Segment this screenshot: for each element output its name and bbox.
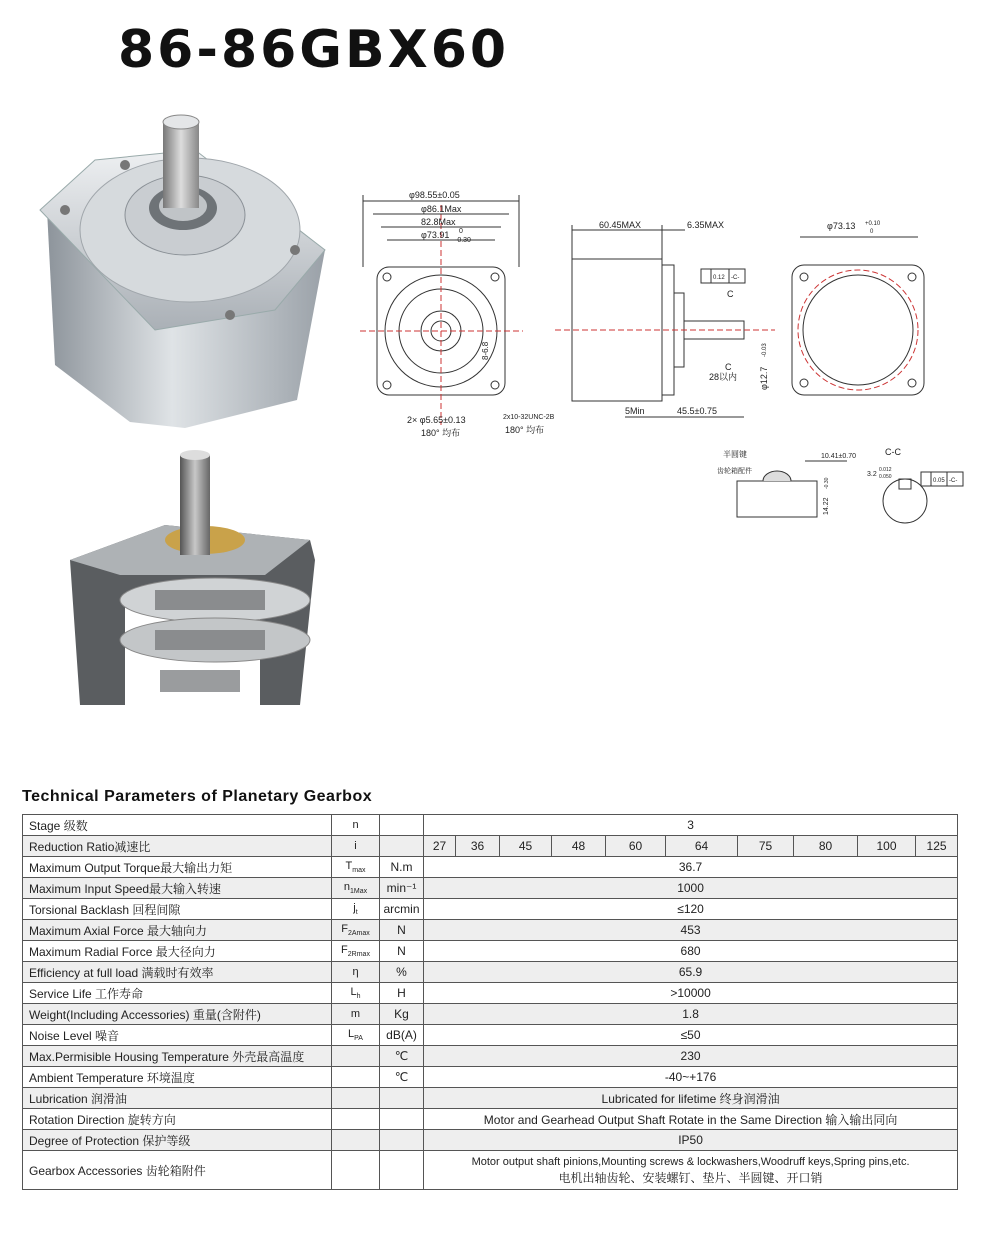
- cc-dim: 3.2: [867, 471, 877, 478]
- symbol-subscript: 2Amax: [347, 930, 370, 938]
- table-row: [23, 941, 958, 962]
- accessories-en: Motor output shaft pinions,Mounting screws & lockwashers,Woodruff keys,Spring pins,etc.: [471, 1155, 910, 1168]
- symbol-subscript: 1Max: [350, 888, 368, 896]
- table-row: [23, 1109, 958, 1130]
- ratio-cell: 64: [666, 836, 738, 857]
- param-symbol: [332, 1088, 380, 1109]
- param-unit: H: [380, 983, 424, 1004]
- dim-front-3: 82.8Max: [421, 217, 456, 227]
- dim-side-1: 60.45MAX: [599, 220, 642, 230]
- param-symbol: [332, 962, 380, 983]
- table-row: [23, 815, 958, 836]
- param-unit: Kg: [380, 1004, 424, 1025]
- param-value: IP50: [424, 1130, 958, 1151]
- ratio-cell: 36: [456, 836, 500, 857]
- param-symbol: [332, 1151, 380, 1190]
- param-name: Lubrication 润滑油: [23, 1088, 332, 1109]
- ratio-cell: 60: [606, 836, 666, 857]
- symbol-text: L: [350, 985, 357, 998]
- param-symbol: [332, 878, 380, 899]
- symbol-subscript: 2Rmax: [347, 951, 370, 959]
- param-name: Maximum Axial Force 最大轴向力: [23, 920, 332, 941]
- param-symbol: [332, 983, 380, 1004]
- ratio-cell: 125: [916, 836, 958, 857]
- param-value: 230: [424, 1046, 958, 1067]
- tol-box-1-datum: -C-: [731, 275, 740, 281]
- param-symbol: [332, 1025, 380, 1046]
- cc-dim-tol-up: 0.012: [879, 467, 892, 473]
- param-symbol: [332, 815, 380, 836]
- param-unit: arcmin: [380, 899, 424, 920]
- param-name: Maximum Radial Force 最大径向力: [23, 941, 332, 962]
- key-label-2: 齿轮箱配件: [717, 468, 752, 475]
- dim-front-4-tol-low: -0.30: [455, 237, 471, 244]
- param-unit: [380, 815, 424, 836]
- param-name: Reduction Ratio减速比: [23, 836, 332, 857]
- symbol-subscript: PA: [354, 1035, 363, 1043]
- dim-holes-right: 2x10-32UNC-2B: [503, 414, 555, 421]
- param-name: Rotation Direction 旋转方向: [23, 1109, 332, 1130]
- symbol-text: F: [341, 922, 348, 935]
- dim-back: φ73.13: [827, 221, 856, 231]
- param-unit: [380, 1130, 424, 1151]
- symbol-text: F: [341, 943, 348, 956]
- symbol-text: η: [352, 966, 359, 978]
- param-name: Torsional Backlash 回程间隙: [23, 899, 332, 920]
- dim-keyway: 8-6.8: [481, 341, 490, 360]
- dim-side-2: 6.35MAX: [687, 220, 725, 230]
- symbol-subscript: max: [352, 867, 366, 875]
- dim-side-3: 5Min: [625, 406, 645, 416]
- gearbox-cutaway-photo: [65, 450, 325, 710]
- param-symbol: [332, 1109, 380, 1130]
- param-symbol: [332, 857, 380, 878]
- table-row: [23, 1004, 958, 1025]
- dim-back-tol-low: 0: [870, 229, 874, 235]
- param-value: >10000: [424, 983, 958, 1004]
- param-value: [424, 1151, 958, 1190]
- param-value: Lubricated for lifetime 终身润滑油: [424, 1088, 958, 1109]
- param-name: Stage 级数: [23, 815, 332, 836]
- param-value: ≤50: [424, 1025, 958, 1046]
- param-name: Max.Permisible Housing Temperature 外壳最高温度: [23, 1046, 332, 1067]
- param-value: 36.7: [424, 857, 958, 878]
- param-symbol: [332, 941, 380, 962]
- param-value: 3: [424, 815, 958, 836]
- param-unit: dB(A): [380, 1025, 424, 1046]
- ratio-cell: 48: [552, 836, 606, 857]
- table-row: [23, 920, 958, 941]
- symbol-text: j: [353, 901, 356, 914]
- table-row: [23, 983, 958, 1004]
- param-symbol: [332, 899, 380, 920]
- param-value: 1000: [424, 878, 958, 899]
- param-value: 1.8: [424, 1004, 958, 1025]
- table-row: [23, 962, 958, 983]
- param-name: Maximum Output Torque最大输出力矩: [23, 857, 332, 878]
- section-mark-top: C: [727, 289, 734, 299]
- param-value: 65.9: [424, 962, 958, 983]
- symbol-text: m: [350, 1008, 361, 1020]
- dim-holes-left-sub: 180° 均布: [421, 428, 461, 438]
- symbol-text: L: [348, 1027, 355, 1040]
- ratio-cell: 100: [858, 836, 916, 857]
- param-name: Service Life 工作寿命: [23, 983, 332, 1004]
- param-unit: ℃: [380, 1067, 424, 1088]
- key-dim-2-tol: -0.30: [824, 477, 830, 489]
- param-name: Maximum Input Speed最大输入转速: [23, 878, 332, 899]
- param-unit: N: [380, 920, 424, 941]
- symbol-text: T: [345, 859, 353, 872]
- param-unit: N.m: [380, 857, 424, 878]
- dim-front-4-tol-up: 0: [459, 228, 463, 235]
- symbol-subscript: h: [356, 993, 361, 1001]
- dim-side-shaft: φ12.7: [759, 366, 769, 390]
- table-row: [23, 836, 958, 857]
- table-row: [23, 1067, 958, 1088]
- param-symbol: [332, 1046, 380, 1067]
- param-symbol: [332, 1004, 380, 1025]
- tol-box-2-value: 0.05: [933, 478, 945, 484]
- symbol-text: n: [343, 880, 350, 893]
- table-row: [23, 1088, 958, 1109]
- param-unit: [380, 836, 424, 857]
- param-unit: N: [380, 941, 424, 962]
- param-symbol: [332, 1067, 380, 1088]
- dim-side-5: 28以内: [709, 372, 738, 382]
- param-value: 680: [424, 941, 958, 962]
- param-unit: [380, 1151, 424, 1190]
- table-row: [23, 1025, 958, 1046]
- dim-back-tol-up: +0.10: [865, 221, 881, 227]
- key-dim-2: 14.22: [823, 497, 830, 515]
- gearbox-exterior-photo: [35, 110, 335, 435]
- section-mark-bottom: C: [725, 362, 732, 372]
- spec-table: [22, 814, 958, 1190]
- param-name: Efficiency at full load 满载时有效率: [23, 962, 332, 983]
- dim-front-1: φ98.55±0.05: [409, 190, 460, 200]
- param-unit: [380, 1088, 424, 1109]
- section-title: Technical Parameters of Planetary Gearbox: [22, 788, 373, 805]
- symbol-text: n: [352, 819, 359, 831]
- dim-holes-left: 2× φ5.65±0.13: [407, 415, 466, 425]
- param-value: 453: [424, 920, 958, 941]
- dim-front-2: φ86.1Max: [421, 204, 462, 214]
- param-name: Gearbox Accessories 齿轮箱附件: [23, 1151, 332, 1190]
- param-symbol: [332, 920, 380, 941]
- param-name: Noise Level 噪音: [23, 1025, 332, 1046]
- param-name: Ambient Temperature 环境温度: [23, 1067, 332, 1088]
- technical-drawing: [355, 185, 965, 530]
- dim-side-4: 45.5±0.75: [677, 406, 717, 416]
- cc-dim-tol-low: 0.050: [879, 474, 892, 480]
- ratio-cell: 75: [738, 836, 794, 857]
- ratio-cell: 27: [424, 836, 456, 857]
- param-value: -40~+176: [424, 1067, 958, 1088]
- param-unit: min⁻¹: [380, 878, 424, 899]
- table-row: [23, 1151, 958, 1190]
- param-unit: ℃: [380, 1046, 424, 1067]
- table-row: [23, 1046, 958, 1067]
- accessories-cn: 电机出轴齿轮、安装螺钉、垫片、半圆键、开口销: [558, 1170, 823, 1185]
- param-name: Degree of Protection 保护等级: [23, 1130, 332, 1151]
- table-row: [23, 878, 958, 899]
- ratio-cell: 45: [500, 836, 552, 857]
- key-dim-1: 10.41±0.70: [821, 453, 856, 460]
- table-row: [23, 1130, 958, 1151]
- product-title: 86-86GBX60: [118, 20, 510, 80]
- param-name: Weight(Including Accessories) 重量(含附件): [23, 1004, 332, 1025]
- dim-holes-right-sub: 180° 均布: [505, 425, 545, 435]
- tol-box-1-value: 0.12: [713, 275, 725, 281]
- ratio-cell: 80: [794, 836, 858, 857]
- table-row: [23, 857, 958, 878]
- param-symbol: [332, 836, 380, 857]
- cc-label: C-C: [885, 447, 901, 457]
- symbol-text: i: [354, 840, 357, 852]
- tol-box-2-datum: -C-: [949, 478, 958, 484]
- param-value: Motor and Gearhead Output Shaft Rotate in the Same Direction 输入输出同向: [424, 1109, 958, 1130]
- param-unit: [380, 1109, 424, 1130]
- param-symbol: [332, 1130, 380, 1151]
- key-label-1: 半圆键: [723, 450, 747, 459]
- symbol-subscript: t: [355, 909, 358, 917]
- dim-front-4: φ73.91: [421, 230, 450, 240]
- param-unit: %: [380, 962, 424, 983]
- dim-side-shaft-tol: -0.03: [762, 343, 768, 357]
- param-value: ≤120: [424, 899, 958, 920]
- table-row: [23, 899, 958, 920]
